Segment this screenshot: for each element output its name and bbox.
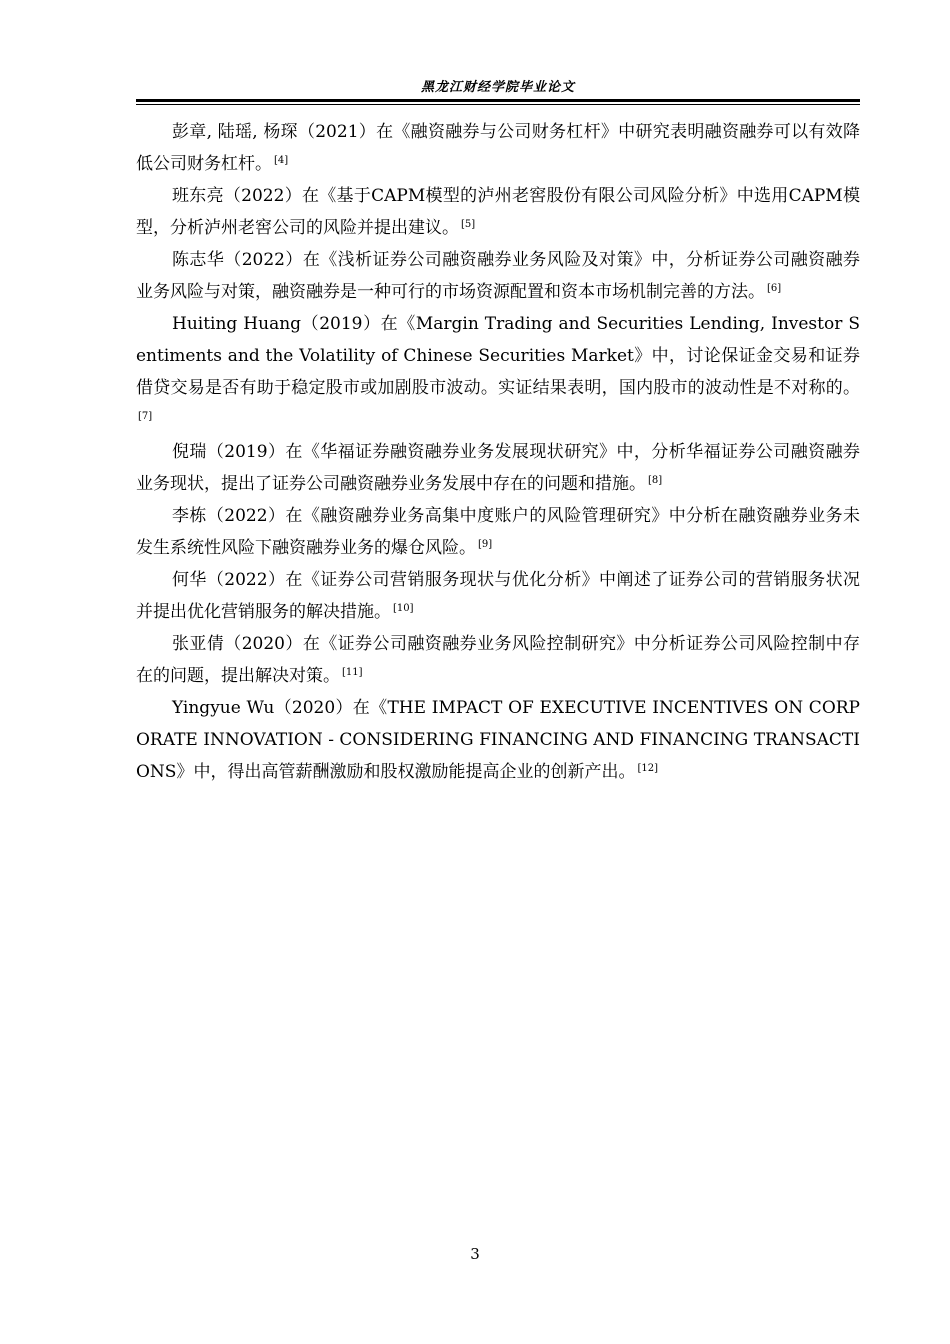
paragraph-text: 张亚倩（2020）在《证券公司融资融券业务风险控制研究》中分析证券公司风险控制中存在的问题，提出解决对策。 [136,634,860,686]
page-number: 3 [470,1245,480,1263]
paragraph-ref-11 [136,628,860,692]
citation-marker: [9] [478,539,493,550]
citation-marker: [12] [637,763,658,774]
paragraph-ref-12 [136,692,860,788]
citation-marker: [11] [342,667,363,678]
paragraph-ref-8 [136,436,860,500]
header-rule-thin [136,104,860,105]
header-rule-thick [136,99,860,102]
citation-marker: [6] [767,283,782,294]
paragraph-text: Huiting Huang（2019）在《Margin Trading and Securities Lending, Investor Sentiments and the Volatility of Chinese Securities Market》中，讨论保证金交易和证券借贷交易是否有助于稳定股市或加剧股市波动。实证结果表明，国内股市的波动性是不对称的。 [136,314,860,398]
page-header-title: 黑龙江财经学院毕业论文 [420,80,575,95]
citation-marker: [8] [648,475,663,486]
citation-marker: [10] [393,603,414,614]
paragraph-text: 倪瑞（2019）在《华福证券融资融券业务发展现状研究》中，分析华福证券公司融资融券业务现状，提出了证券公司融资融券业务发展中存在的问题和措施。 [136,442,860,494]
paragraph-text: 陈志华（2022）在《浅析证券公司融资融券业务风险及对策》中，分析证券公司融资融券业务风险与对策，融资融券是一种可行的市场资源配置和资本市场机制完善的方法。 [136,250,860,302]
body-content [136,116,860,788]
paragraph-ref-4 [136,116,860,180]
paragraph-text: Yingyue Wu（2020）在《THE IMPACT OF EXECUTIVE INCENTIVES ON CORPORATE INNOVATION - CONSIDERING FINANCING AND FINANCING TRANSACTIONS》中，得出高管薪酬激励和股权激励能提高企业的创新产出。 [136,698,860,782]
paragraph-text: 班东亮（2022）在《基于CAPM模型的泸州老窖股份有限公司风险分析》中选用CAPM模型，分析泸州老窖公司的风险并提出建议。 [136,186,860,238]
paragraph-text: 彭章, 陆瑶, 杨琛（2021）在《融资融券与公司财务杠杆》中研究表明融资融券可以有效降低公司财务杠杆。 [136,122,860,174]
paragraph-text: 李栋（2022）在《融资融券业务高集中度账户的风险管理研究》中分析在融资融券业务未发生系统性风险下融资融券业务的爆仓风险。 [136,506,860,558]
citation-marker: [5] [461,219,476,230]
paragraph-ref-6 [136,244,860,308]
citation-marker: [4] [274,155,289,166]
paragraph-ref-10 [136,564,860,628]
paragraph-ref-5 [136,180,860,244]
citation-marker: [7] [138,411,153,422]
paragraph-text: 何华（2022）在《证券公司营销服务现状与优化分析》中阐述了证券公司的营销服务状况并提出优化营销服务的解决措施。 [136,570,860,622]
paragraph-ref-7 [136,308,860,436]
paragraph-ref-9 [136,500,860,564]
